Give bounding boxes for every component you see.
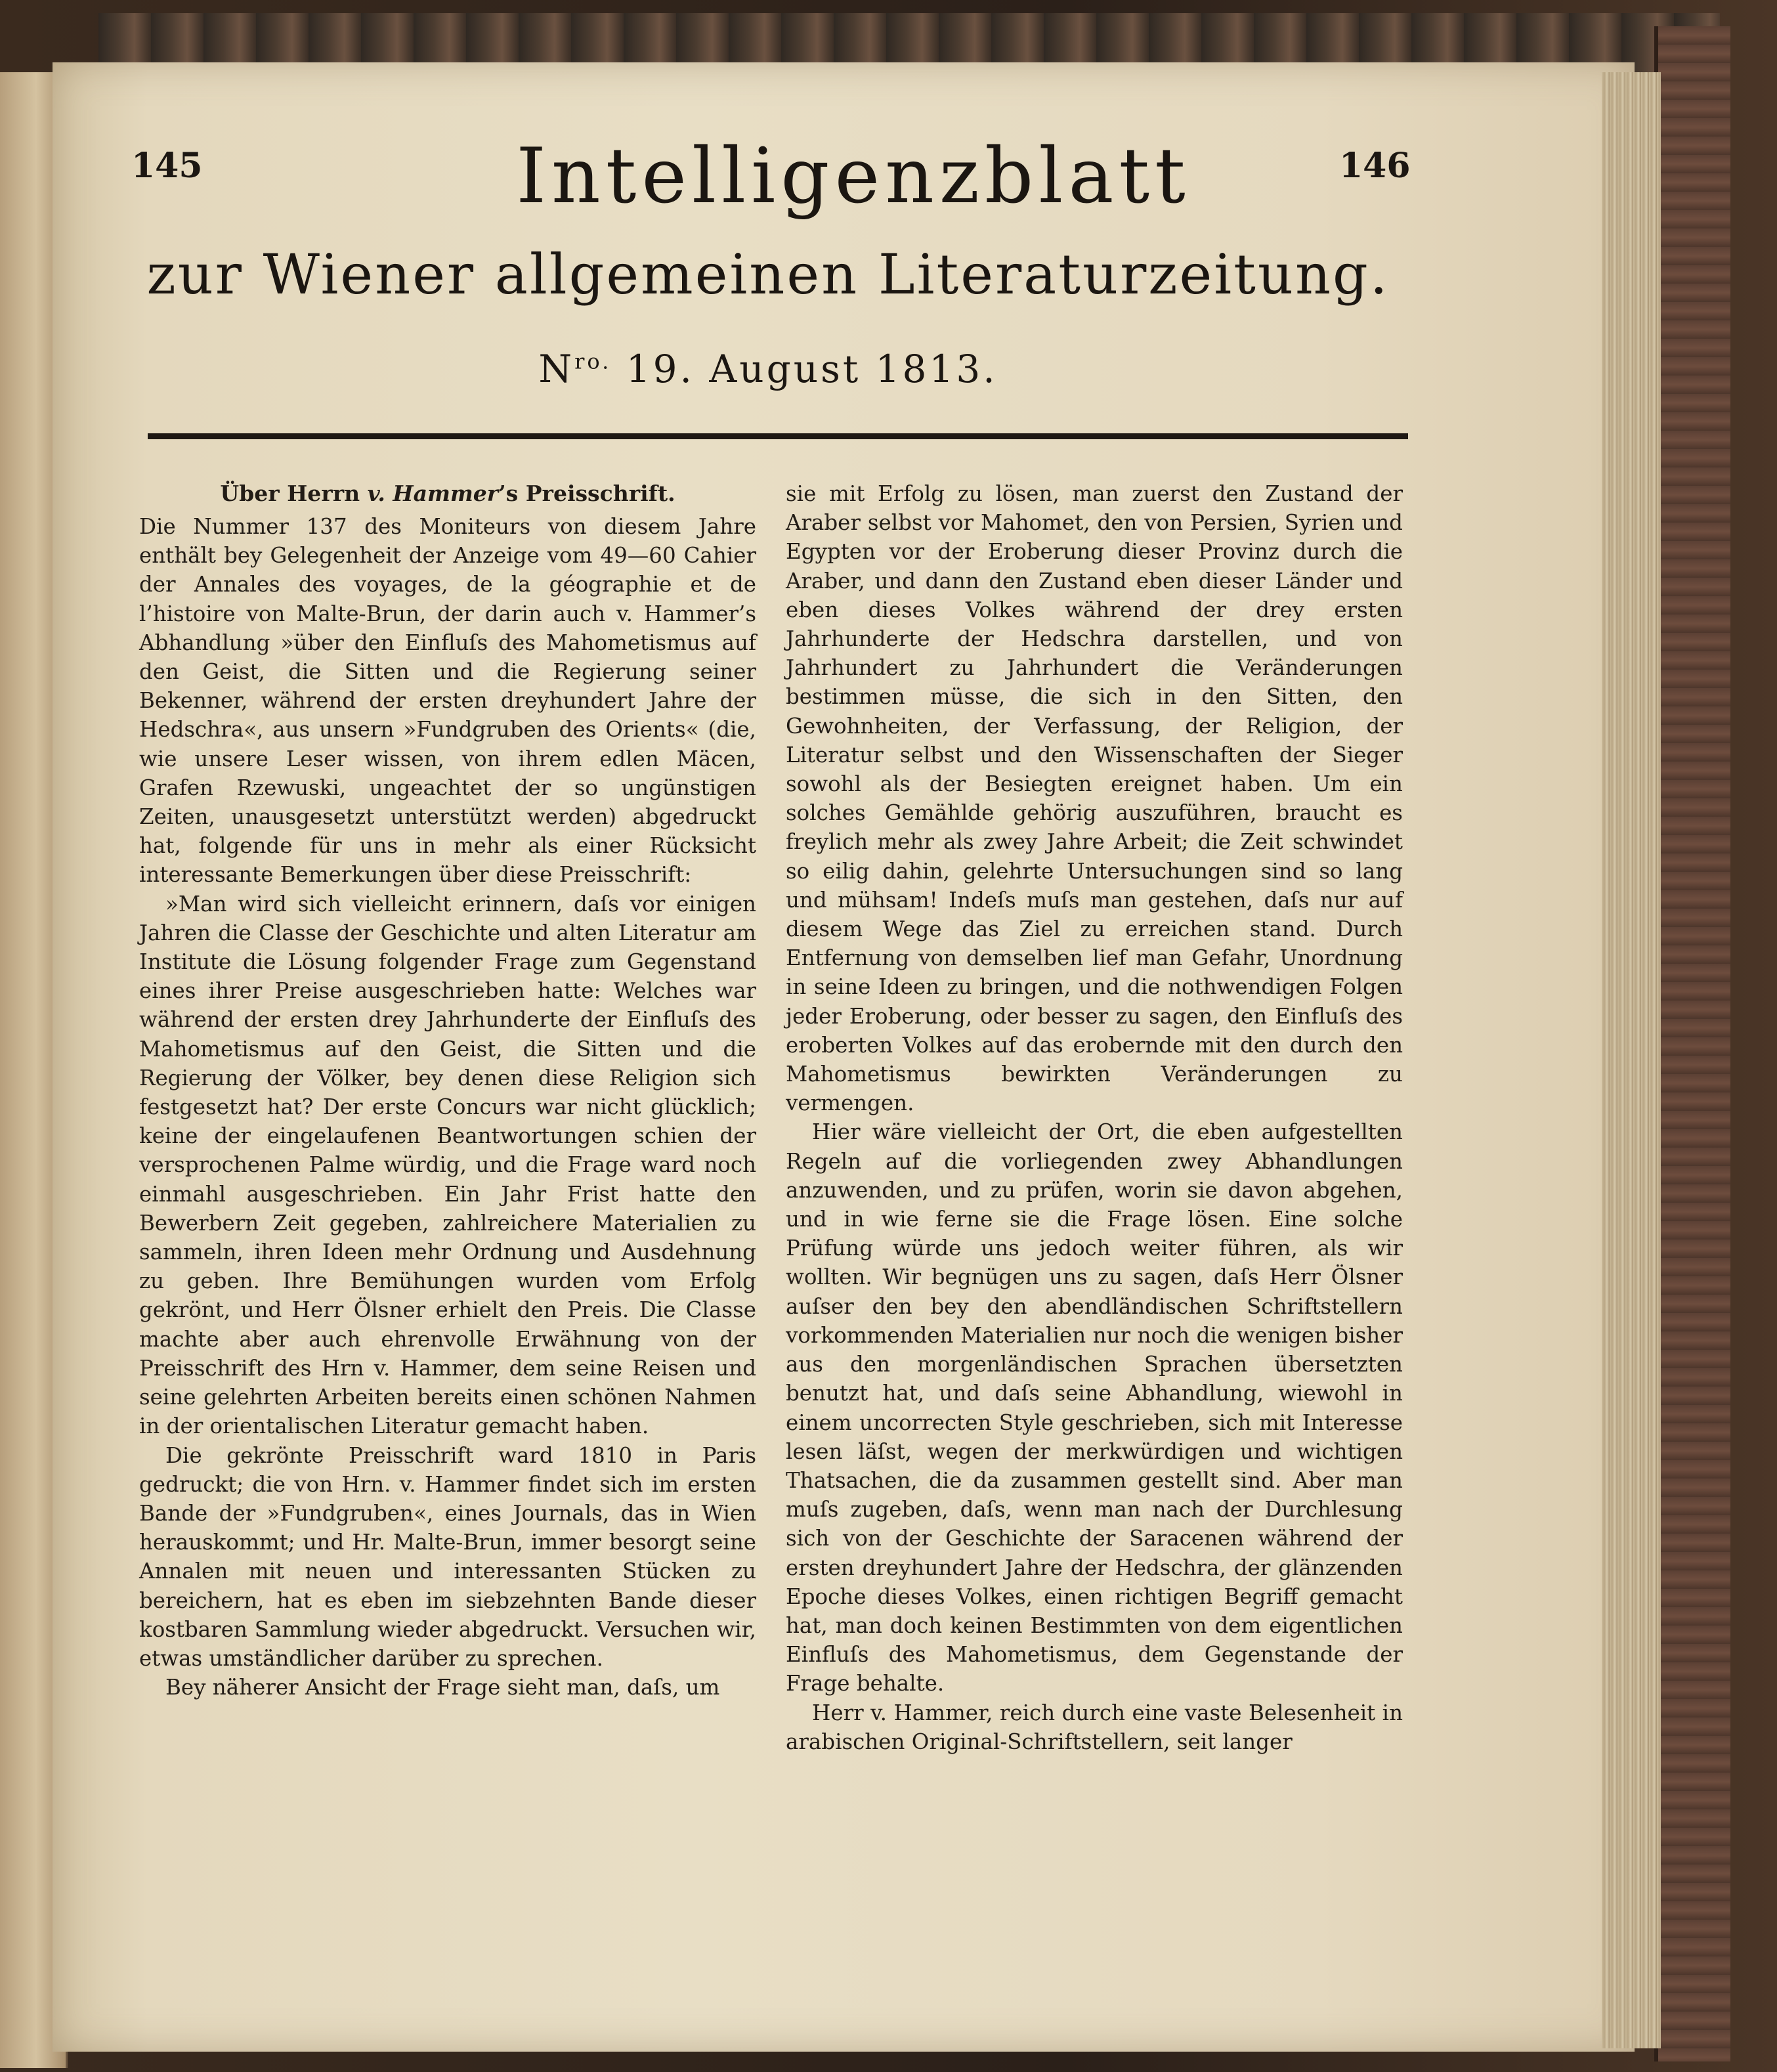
article-heading-post: ’s Preisschrift. [498, 481, 675, 506]
masthead-subtitle: zur Wiener allgemeinen Literaturzeitung. [146, 242, 1390, 307]
article-heading-pre: Über Herrn [220, 481, 368, 506]
paragraph: sie mit Erfolg zu lösen, man zuerst den Zustand der Araber selbst vor Mahomet, den von Persien, Syrien und Egypten vor der Eroberung dieser Provinz durch die Araber, und dann den Zustand eben dieser Länder und eben dieses Volkes während der drey ersten Jahrhunderte der Hedschra darstellen, und von Jahrhundert zu Jahrhundert die Veränderungen bestimmen müsse, die sich in den Sitten, den Gewohnheiten, der Verfassung, der Religion, der Literatur selbst und den Wissenschaften der Sieger sowohl als der Besiegten ereignet haben. Um ein solches Gemählde gehörig auszuführen, braucht es freylich mehr als zwey Jahre Arbeit; die Zeit schwindet so eilig dahin, gelehrte Untersuchungen sind so lang und mühsam! Indeſs muſs man gestehen, daſs nur auf diesem Wege das Ziel zu erreichen stand. Durch Entfernung von demselben lief man Gefahr, Unordnung in seine Ideen zu bringen, und die nothwendigen Folgen jeder Eroberung, oder besser zu sagen, den Einfluſs des eroberten Volkes auf das erobernde mit den durch den Mahometismus bewirkten Veränderungen zu vermengen. [786, 481, 1403, 1116]
article-heading-name: v. Hammer [367, 481, 499, 506]
issue-sup: ro. [574, 349, 612, 374]
paragraph: Bey näherer Ansicht der Frage sieht man, daſs, um [165, 1675, 720, 1700]
masthead-title: Intelligenzblatt [516, 132, 1191, 221]
paragraph: Herr v. Hammer, reich durch eine vaste Belesenheit in arabischen Original-Schriftstellern, seit langer [786, 1700, 1403, 1754]
paragraph: Hier wäre vielleicht der Ort, die eben aufgestellten Regeln auf die vorliegenden zwey Abhandlungen anzuwenden, und zu prüfen, worin sie davon abgehen, und in wie ferne sie die Frage lösen. Eine solche Prüfung würde uns jedoch weiter führen, als wir wollten. Wir begnügen uns zu sagen, daſs Herr Ölsner auſser den bey den abendländischen Schriftstellern vorkommenden Materialien nur noch die wenigen bisher aus den morgenländischen Sprachen übersetzten benutzt hat, und daſs seine Abhandlung, wiewohl in einem uncorrecten Style geschrieben, sich mit Interesse lesen läſst, wegen der merkwürdigen und wichtigen Thatsachen, die da zusammen gestellt sind. Aber man muſs zugeben, daſs, wenn man nach der Durchlesung sich von der Geschichte der Saracenen während der ersten dreyhundert Jahre der Hedschra, der glänzenden Epoche dieses Volkes, einen richtigen Begriff gemacht hat, man doch keinen Bestimmten von dem eigentlichen Einfluſs des Mahometismus, dem Gegenstande der Frage behalte. [786, 1119, 1403, 1696]
issue-date: 19. August 1813. [611, 347, 998, 391]
page-stack-edge [1602, 72, 1661, 2048]
header-rule [148, 433, 1408, 439]
book-cover-edge [1654, 26, 1730, 2061]
page-number-right: 146 [1339, 146, 1411, 186]
text-column-left [139, 479, 756, 1702]
paragraph: Die Nummer 137 des Moniteurs von diesem Jahre enthält bey Gelegenheit der Anzeige vom 49—60 Cahier der Annales des voyages, de la géographie et de l’histoire von Malte-Brun, der darin auch v. Hammer’s Abhandlung »über den Einfluſs des Mahometismus auf den Geist, die Sitten und die Regierung seiner Bekenner, während der ersten dreyhundert Jahre der Hedschra«, aus unsern »Fundgruben des Orients« (die, wie unsere Leser wissen, von ihrem edlen Mäcen, Grafen Rzewuski, ungeachtet der so ungünstigen Zeiten, unausgesetzt unterstützt werden) abgedruckt hat, folgende für uns in mehr als einer Rücksicht interessante Bemerkungen über diese Preisschrift: [139, 514, 756, 888]
paragraph: Die gekrönte Preisschrift ward 1810 in Paris gedruckt; die von Hrn. v. Hammer findet sich im ersten Bande der »Fundgruben«, eines Journals, das in Wien herauskommt; und Hr. Malte-Brun, immer besorgt seine Annalen mit neuen und interessanten Stücken zu bereichern, hat es eben im siebzehnten Bande dieser kostbaren Sammlung wieder abgedruckt. Versuchen wir, etwas umständlicher darüber zu sprechen. [139, 1442, 756, 1671]
issue-prefix: N [538, 347, 575, 391]
issue-line [328, 347, 1208, 391]
text-column-right [786, 479, 1403, 1756]
article-heading [139, 479, 756, 508]
page-number-left: 145 [131, 146, 203, 186]
paragraph: »Man wird sich vielleicht erinnern, daſs vor einigen Jahren die Classe der Geschichte und alten Literatur am Institute die Lösung folgender Frage zum Gegenstand eines ihrer Preise ausgeschrieben hatte: Welches war während der ersten drey Jahrhunderte der Einfluſs des Mahometismus auf den Geist, die Sitten und die Regierung der Völker, bey denen diese Religion sich festgesetzt hat? Der erste Concurs war nicht glücklich; keine der eingelaufenen Beantwortungen schien der versprochenen Palme würdig, und die Frage ward noch einmahl ausgeschrieben. Ein Jahr Frist hatte den Bewerbern Zeit gegeben, zahlreichere Materialien zu sammeln, ihren Ideen mehr Ordnung und Ausdehnung zu geben. Ihre Bemühungen wurden vom Erfolg gekrönt, und Herr Ölsner erhielt den Preis. Die Classe machte aber auch ehrenvolle Erwähnung von der Preisschrift des Hrn v. Hammer, dem seine Reisen und seine gelehrten Arbeiten bereits einen schönen Nahmen in der orientalischen Literatur gemacht haben. [139, 891, 756, 1439]
